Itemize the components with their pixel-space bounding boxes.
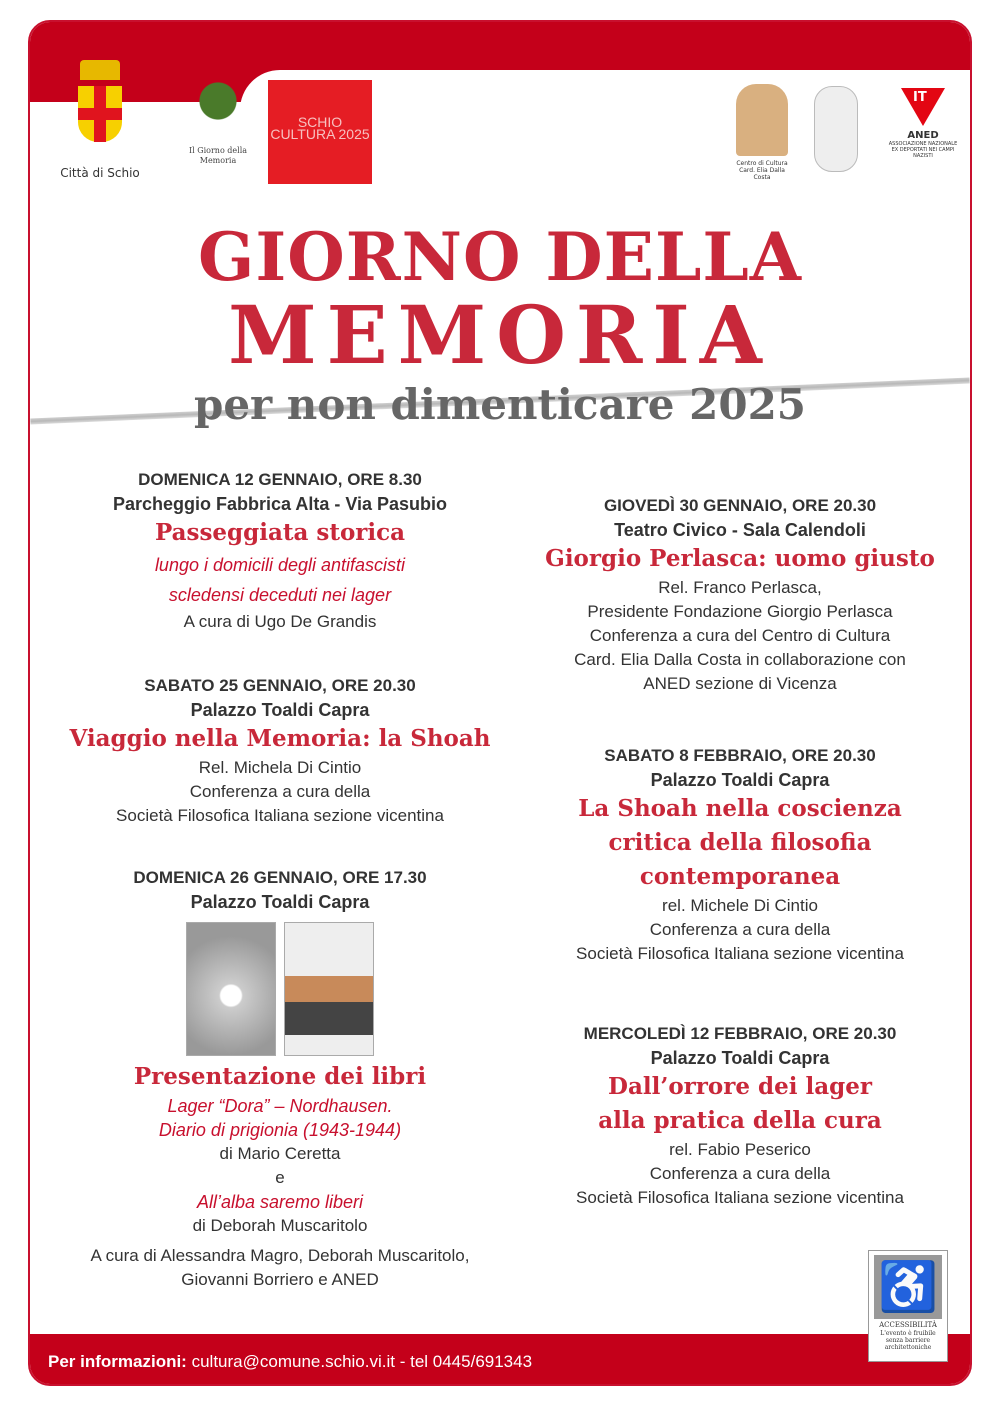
- event-line: Rel. Franco Perlasca,: [658, 578, 822, 597]
- footer-label: Per informazioni:: [48, 1352, 187, 1371]
- event-shoah-filosofia: [510, 744, 970, 966]
- event-line: Conferenza a cura della: [649, 1164, 831, 1183]
- event-date: GIOVEDÌ 30 GENNAIO, ORE 20.30: [603, 496, 877, 515]
- event-place: Palazzo Toaldi Capra: [650, 1048, 830, 1068]
- event-headline: Presentazione dei libri: [133, 1063, 427, 1090]
- event-curator: Giovanni Borriero e ANED: [181, 1270, 379, 1289]
- event-headline: Dall’orrore dei lager: [608, 1073, 872, 1100]
- city-name: Città di Schio: [60, 166, 140, 180]
- event-line: Presidente Fondazione Giorgio Perlasca: [587, 602, 893, 621]
- event-line: Card. Elia Dalla Costa in collaborazione con: [574, 650, 906, 669]
- event-place: Teatro Civico - Sala Calendoli: [614, 520, 866, 540]
- event-sub: lungo i domicili degli antifascisti: [154, 555, 406, 575]
- event-line: Società Filosofica Italiana sezione vicentina: [576, 944, 904, 963]
- bust-icon: [736, 84, 788, 156]
- event-date: MERCOLEDÌ 12 FEBBRAIO, ORE 20.30: [583, 1024, 897, 1043]
- aned-subtext: ASSOCIAZIONE NAZIONALE EX DEPORTATI NEI CAMPI NAZISTI: [888, 141, 958, 159]
- conjunction: e: [275, 1168, 285, 1187]
- event-headline: Giorgio Perlasca: uomo giusto: [545, 545, 935, 572]
- event-line: Conferenza a cura della: [649, 920, 831, 939]
- bust-text: Centro di Cultura Card. Elia Dalla Costa: [736, 160, 788, 181]
- title-line2: MEMORIA: [228, 288, 772, 382]
- title-line1: GIORNO DELLA: [198, 218, 802, 296]
- event-line: Conferenza a cura del Centro di Cultura: [589, 626, 891, 645]
- accessibility-badge: [868, 1250, 948, 1362]
- event-headline: alla pratica della cura: [598, 1107, 882, 1134]
- wheelchair-icon: ♿: [874, 1255, 942, 1319]
- event-date: DOMENICA 12 GENNAIO, ORE 8.30: [138, 470, 422, 489]
- footer-contact[interactable]: cultura@comune.schio.vi.it - tel 0445/691343: [191, 1352, 533, 1371]
- book-cover-alba: [284, 922, 374, 1056]
- book-title: Diario di prigionia (1943-1944): [158, 1120, 402, 1140]
- event-line: Conferenza a cura della: [189, 782, 371, 801]
- giorno-memoria-logo: [188, 80, 248, 166]
- centro-cultura-logo: [730, 84, 794, 181]
- event-place: Palazzo Toaldi Capra: [190, 892, 370, 912]
- event-line: rel. Michele Di Cintio: [662, 896, 818, 915]
- book-author: di Mario Ceretta: [219, 1144, 341, 1163]
- event-headline: Viaggio nella Memoria: la Shoah: [69, 725, 491, 752]
- book-covers: [50, 922, 510, 1056]
- event-line: rel. Fabio Peserico: [669, 1140, 811, 1159]
- event-line: ANED sezione di Vicenza: [643, 674, 837, 693]
- event-walk: [50, 468, 510, 634]
- accessibility-label: ACCESSIBILITÀ: [879, 1321, 937, 1329]
- footer-info: [48, 1352, 532, 1372]
- event-curator: A cura di Ugo De Grandis: [183, 612, 377, 631]
- event-perlasca: [510, 494, 970, 696]
- event-line: Rel. Michela Di Cintio: [198, 758, 362, 777]
- poster: [28, 20, 972, 1386]
- event-line: Società Filosofica Italiana sezione vicentina: [116, 806, 444, 825]
- shield-icon: [78, 86, 122, 142]
- statue-logo: [814, 86, 858, 172]
- event-headline: contemporanea: [639, 863, 841, 890]
- accessibility-sub: L'evento è fruibile senza barriere architettoniche: [880, 1330, 936, 1351]
- event-headline: La Shoah nella coscienza: [578, 795, 902, 822]
- event-headline: Passeggiata storica: [154, 519, 406, 546]
- aned-logo: [888, 88, 958, 159]
- cultura-text: SCHIO CULTURA 2025: [270, 114, 370, 142]
- crown-icon: [80, 60, 120, 80]
- event-date: DOMENICA 26 GENNAIO, ORE 17.30: [133, 868, 427, 887]
- event-books: [50, 866, 510, 1292]
- tree-icon: [195, 80, 241, 140]
- event-place: Palazzo Toaldi Capra: [650, 770, 830, 790]
- event-sub: scledensi deceduti nei lager: [168, 585, 392, 605]
- event-line: Società Filosofica Italiana sezione vicentina: [576, 1188, 904, 1207]
- event-date: SABATO 8 FEBBRAIO, ORE 20.30: [604, 746, 876, 765]
- event-place: Parcheggio Fabbrica Alta - Via Pasubio: [112, 494, 448, 514]
- title-subtitle: per non dimenticare 2025: [193, 380, 807, 429]
- aned-mark: IT: [913, 90, 927, 105]
- aned-text: ANED: [907, 130, 939, 141]
- book-title: All’alba saremo liberi: [196, 1192, 364, 1212]
- event-viaggio: [50, 674, 510, 828]
- event-place: Palazzo Toaldi Capra: [190, 700, 370, 720]
- event-curator: A cura di Alessandra Magro, Deborah Muscaritolo,: [90, 1246, 470, 1265]
- city-crest-logo: [50, 60, 150, 180]
- book-title: Lager “Dora” – Nordhausen.: [167, 1096, 393, 1116]
- schio-cultura-logo: [268, 80, 372, 184]
- event-headline: critica della filosofia: [608, 829, 872, 856]
- event-date: SABATO 25 GENNAIO, ORE 20.30: [144, 676, 416, 695]
- event-cura: [510, 1022, 970, 1210]
- book-author: di Deborah Muscaritolo: [192, 1216, 368, 1235]
- triangle-icon: [901, 88, 945, 126]
- tree-logo-text: Il Giorno della Memoria: [188, 146, 248, 165]
- book-cover-dora: [186, 922, 276, 1056]
